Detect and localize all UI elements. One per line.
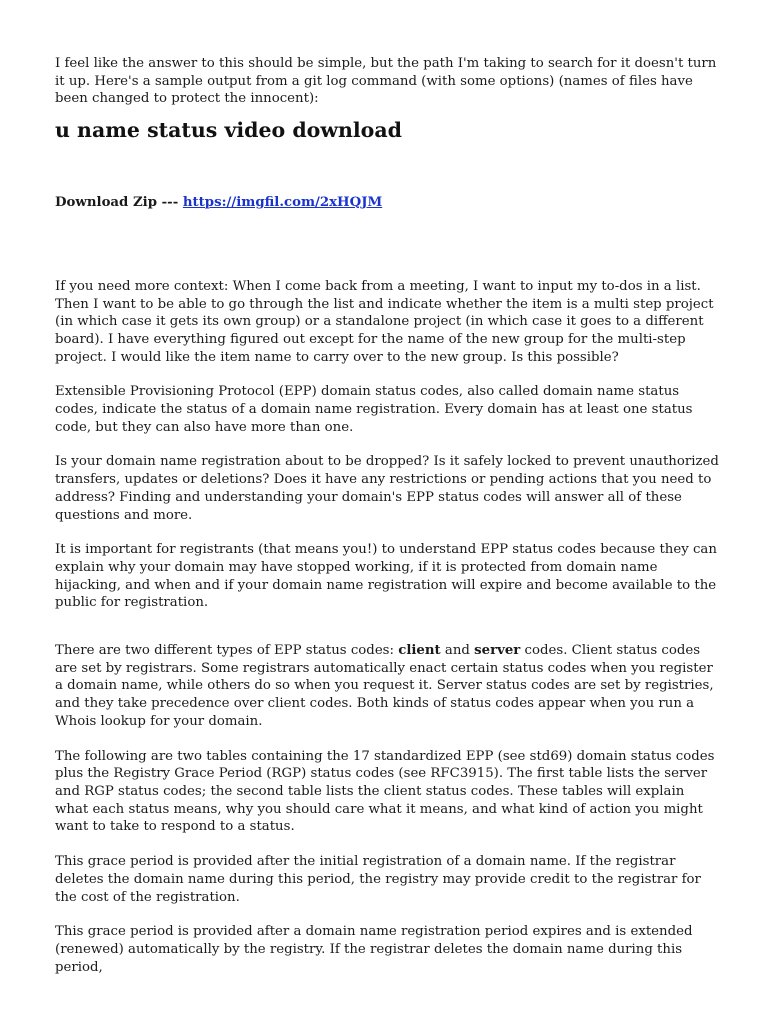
epp-definition-paragraph: Extensible Provisioning Protocol (EPP) domain status codes, also called domain name status codes, indicate the status of a domain name registration. Every domain has at least one status code, but they can also have more than one. [55,384,693,435]
download-link[interactable]: https://imgfil.com/2xHQJM [182,195,383,211]
server-keyword: server [474,643,521,659]
client-keyword: client [398,643,441,659]
tables-intro-paragraph: The following are two tables containing the 17 standardized EPP (see std69) domain status codes plus the Registry Grace Period (RGP) status codes (see RFC3915). The first table lists the server and RGP status codes; the second table lists the client status codes. These tables will explain what each status means, why you should care what it means, and what kind of action you might want to take to respond to a status. [55,748,715,835]
drop-question-paragraph: Is your domain name registration about to be dropped? Is it safely locked to prevent unauthorized transfers, updates or deletions? Does it have any restrictions or pending actions that you need to address? Finding and understanding your domain's EPP status codes will answer all of these questions and more. [55,454,719,523]
status-types-paragraph: There are two different types of EPP status codes: client and server codes. Client status codes are set by registrars. Some registrars automatically enact certain status codes when you register a domain name, while others do so when you request it. Server status codes are set by registries, and they take precedence over client codes. Both kinds of status codes appear when you run a Whois lookup for your domain. [55,643,714,729]
add-grace-paragraph: This grace period is provided after the initial registration of a domain name. If the registrar deletes the domain name during this period, the registry may provide credit to the registrar for the cost of the registration. [55,854,701,905]
download-line [55,194,720,212]
renew-grace-paragraph: This grace period is provided after a domain name registration period expires and is extended (renewed) automatically by the registry. If the registrar deletes the domain name during this period, [55,924,693,975]
importance-paragraph: It is important for registrants (that means you!) to understand EPP status codes because they can explain why your domain may have stopped working, if it is protected from domain name hijacking, and when and if your domain name registration will expire and become available to the public for registration. [55,542,717,611]
download-label: Download Zip --- [55,195,179,211]
page-title: u name status video download [55,118,402,143]
intro-paragraph: I feel like the answer to this should be simple, but the path I'm taking to search for it doesn't turn it up. Here's a sample output from a git log command (with some options) (names of files have been changed to protect the innocent): [55,56,717,107]
context-paragraph: If you need more context: When I come back from a meeting, I want to input my to-dos in a list. Then I want to be able to go through the list and indicate whether the item is a multi step project (in which case it gets its own group) or a standalone project (in which case it goes to a different board). I have everything figured out except for the name of the new group for the multi-step project. I would like the item name to carry over to the new group. Is this possible? [55,278,714,365]
document-page [55,55,720,993]
